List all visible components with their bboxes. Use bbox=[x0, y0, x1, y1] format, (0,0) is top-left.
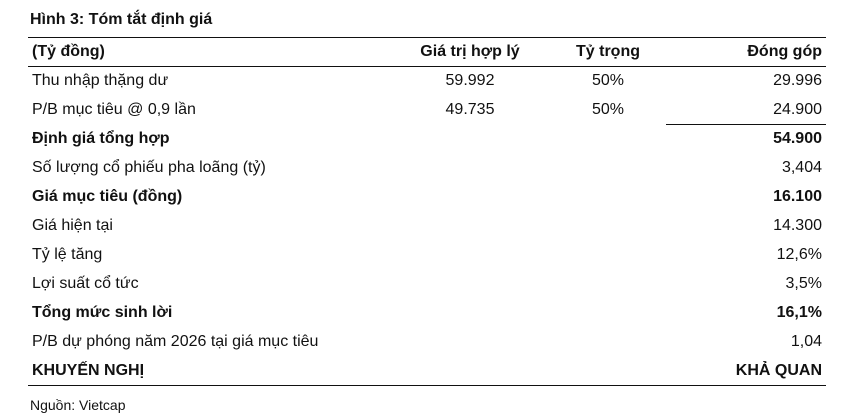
table-row bbox=[28, 154, 826, 183]
row-label: Thu nhập thặng dư bbox=[32, 72, 169, 90]
row-fair-value bbox=[390, 125, 550, 154]
row-contribution: 14.300 bbox=[773, 217, 822, 234]
header-contribution: Đóng góp bbox=[666, 38, 826, 67]
row-contribution: 16.100 bbox=[773, 188, 822, 205]
row-fair-value bbox=[390, 357, 550, 386]
table-row bbox=[28, 96, 826, 125]
table-row bbox=[28, 328, 826, 357]
row-fair-value bbox=[390, 241, 550, 270]
row-weight bbox=[550, 154, 666, 183]
row-fair-value: 59.992 bbox=[445, 72, 495, 90]
row-fair-value bbox=[390, 299, 550, 328]
row-label: Số lượng cổ phiếu pha loãng (tỷ) bbox=[32, 159, 266, 176]
row-label: P/B mục tiêu @ 0,9 lần bbox=[32, 101, 196, 118]
row-contribution: 3,404 bbox=[781, 159, 822, 176]
row-weight bbox=[550, 125, 666, 154]
row-label: Định giá tổng hợp bbox=[32, 130, 170, 147]
row-weight bbox=[550, 357, 666, 386]
row-label: P/B dự phóng năm 2026 tại giá mục tiêu bbox=[32, 333, 319, 350]
row-fair-value bbox=[390, 270, 550, 299]
table-row-target-price bbox=[28, 183, 826, 212]
row-label: Tổng mức sinh lời bbox=[32, 304, 173, 321]
valuation-summary-table bbox=[28, 37, 826, 386]
row-label: Giá mục tiêu (đồng) bbox=[32, 188, 183, 205]
table-row-total-valuation bbox=[28, 125, 826, 154]
table-row-recommendation bbox=[28, 357, 826, 386]
figure-title: Hình 3: Tóm tắt định giá bbox=[30, 11, 213, 28]
row-fair-value bbox=[390, 212, 550, 241]
row-weight bbox=[550, 299, 666, 328]
row-fair-value bbox=[390, 328, 550, 357]
row-contribution: 29.996 bbox=[773, 72, 822, 90]
row-label: Lợi suất cổ tức bbox=[32, 275, 139, 292]
table-row bbox=[28, 270, 826, 299]
row-contribution: 12,6% bbox=[776, 246, 822, 263]
row-weight bbox=[550, 270, 666, 299]
row-weight bbox=[550, 328, 666, 357]
header-fair-value: Giá trị hợp lý bbox=[390, 38, 550, 67]
table-header-row bbox=[28, 38, 826, 67]
row-label: Tỷ lệ tăng bbox=[32, 246, 103, 263]
row-contribution: KHẢ QUAN bbox=[666, 357, 826, 386]
source-note: Nguồn: Vietcap bbox=[30, 397, 126, 413]
row-weight: 50% bbox=[591, 72, 625, 90]
row-fair-value bbox=[390, 183, 550, 212]
row-weight: 50% bbox=[591, 101, 625, 118]
table-row-total-return bbox=[28, 299, 826, 328]
row-fair-value bbox=[390, 154, 550, 183]
row-contribution: 16,1% bbox=[776, 304, 822, 321]
row-fair-value: 49.735 bbox=[445, 101, 495, 118]
row-contribution: 3,5% bbox=[785, 275, 822, 292]
row-weight bbox=[550, 241, 666, 270]
row-weight bbox=[550, 212, 666, 241]
table-row bbox=[28, 241, 826, 270]
table-row bbox=[28, 212, 826, 241]
header-unit: (Tỷ đồng) bbox=[28, 38, 390, 67]
table-row bbox=[28, 67, 826, 96]
row-label: Giá hiện tại bbox=[32, 217, 113, 234]
row-label: KHUYẾN NGHỊ bbox=[28, 357, 390, 386]
header-weight: Tỷ trọng bbox=[550, 38, 666, 67]
row-contribution: 54.900 bbox=[666, 125, 826, 154]
row-contribution: 1,04 bbox=[790, 333, 822, 350]
row-weight bbox=[550, 183, 666, 212]
row-contribution: 24.900 bbox=[773, 100, 822, 118]
